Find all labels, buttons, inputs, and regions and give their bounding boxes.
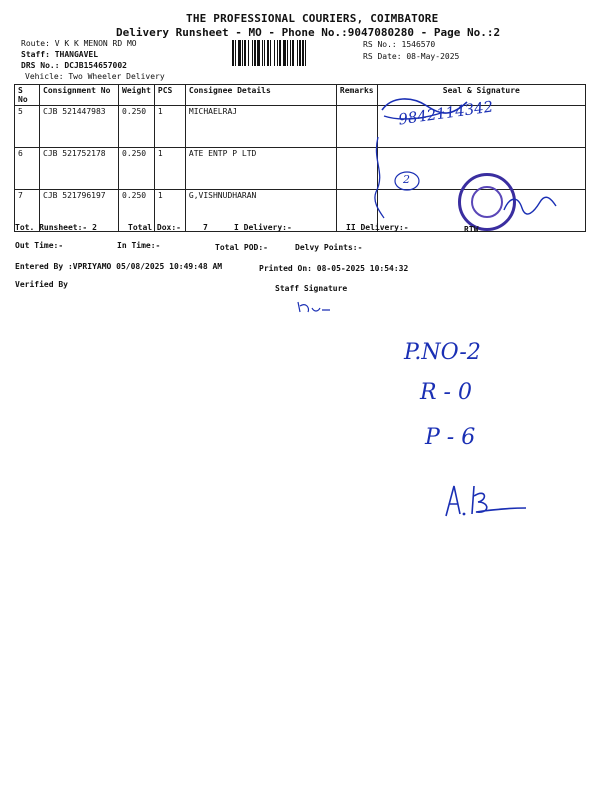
- rs-number: RS No.: 1546570: [363, 40, 436, 49]
- entered-by: Entered By :VPRIYAMO 05/08/2025 10:49:48 AM: [15, 262, 223, 271]
- barcode-bar: [287, 40, 288, 66]
- barcode-bar: [270, 40, 271, 66]
- col-seal-signature: Seal & Signature: [377, 85, 585, 106]
- col-sno: S No: [15, 85, 40, 106]
- circled-number: 2: [403, 173, 410, 186]
- total-runsheet: Tot. Runsheet:- 2: [15, 223, 97, 232]
- cell-consignee: G,VISHNUDHARAN: [185, 190, 336, 232]
- verified-by: Verified By: [15, 280, 68, 289]
- barcode-bar: [262, 40, 263, 66]
- barcode-bar: [299, 40, 301, 66]
- cell-consignment: CJB 521752178: [40, 148, 119, 190]
- document-subtitle: Delivery Runsheet - MO - Phone No.:9047080280 - Page No.:2: [116, 26, 501, 39]
- barcode-bar: [254, 40, 256, 66]
- barcode-bar: [235, 40, 236, 66]
- cell-consignee: MICHAELRAJ: [185, 106, 336, 148]
- cell-pcs: 1: [154, 106, 185, 148]
- barcode-image: [232, 40, 350, 66]
- printed-on: Printed On: 08-05-2025 10:54:32: [259, 264, 409, 273]
- barcode-bar: [242, 40, 243, 66]
- in-time-label: In Time:-: [117, 241, 161, 250]
- drs-number: DRS No.: DCJB154657002: [21, 61, 127, 70]
- barcode-bar: [257, 40, 260, 66]
- document-title: THE PROFESSIONAL COURIERS, COIMBATORE: [186, 12, 439, 25]
- barcode-bar: [238, 40, 241, 66]
- barcode-bar: [279, 40, 281, 66]
- col-remarks: Remarks: [336, 85, 377, 106]
- barcode-bar: [274, 40, 275, 66]
- handwritten-p-note: P - 6: [425, 425, 476, 450]
- cell-pcs: 1: [154, 148, 185, 190]
- staff-label: Staff: THANGAVEL: [21, 50, 99, 59]
- barcode-bar: [305, 40, 306, 66]
- col-pcs: PCS: [154, 85, 185, 106]
- out-time-label: Out Time:-: [15, 241, 64, 250]
- barcode-bar: [248, 40, 249, 66]
- handwritten-r-note: R - 0: [420, 380, 472, 405]
- cell-sno: 5: [15, 106, 40, 148]
- total-dox-label: Total Dox:-: [128, 223, 181, 232]
- handwritten-phone: 9842114342: [397, 97, 495, 129]
- barcode-bar: [277, 40, 278, 66]
- barcode-bar: [244, 40, 246, 66]
- staff-signature-scribble: [294, 296, 334, 318]
- cell-consignment: CJB 521796197: [40, 190, 119, 232]
- barcode-bar: [297, 40, 298, 66]
- handwritten-initials: [440, 478, 530, 522]
- staff-signature-label: Staff Signature: [275, 284, 348, 293]
- barcode-bar: [232, 40, 234, 66]
- route-label: Route: V K K MENON RD MO: [21, 39, 137, 48]
- barcode-bar: [264, 40, 265, 66]
- cell-sno: 7: [15, 190, 40, 232]
- barcode-bar: [283, 40, 286, 66]
- col-weight: Weight: [119, 85, 155, 106]
- vehicle-label: Vehicle: Two Wheeler Delivery: [25, 72, 165, 81]
- cell-pcs: 1: [154, 190, 185, 232]
- cell-consignee: ATE ENTP P LTD: [185, 148, 336, 190]
- i-delivery-label: I Delivery:-: [234, 223, 292, 232]
- total-dox-value: 7: [203, 223, 208, 232]
- total-pod-label: Total POD:-: [215, 243, 268, 252]
- cell-sno: 6: [15, 148, 40, 190]
- rs-date: RS Date: 08-May-2025: [363, 52, 460, 61]
- col-consignment: Consignment No: [40, 85, 119, 106]
- cell-consignment: CJB 521447983: [40, 106, 119, 148]
- barcode-bar: [290, 40, 291, 66]
- delvy-points-label: Delvy Points:-: [295, 243, 363, 252]
- col-consignee: Consignee Details: [185, 85, 336, 106]
- rtw-label: RTW: [464, 225, 479, 234]
- cell-weight: 0.250: [119, 190, 155, 232]
- cell-weight: 0.250: [119, 106, 155, 148]
- barcode-bar: [267, 40, 269, 66]
- barcode-bar: [252, 40, 253, 66]
- ii-delivery-label: II Delivery:-: [346, 223, 409, 232]
- barcode-bar: [292, 40, 294, 66]
- handwritten-page-note: P.NO-2: [404, 340, 481, 365]
- cell-weight: 0.250: [119, 148, 155, 190]
- signature-scribble-row3: [500, 190, 560, 220]
- barcode-bar: [302, 40, 304, 66]
